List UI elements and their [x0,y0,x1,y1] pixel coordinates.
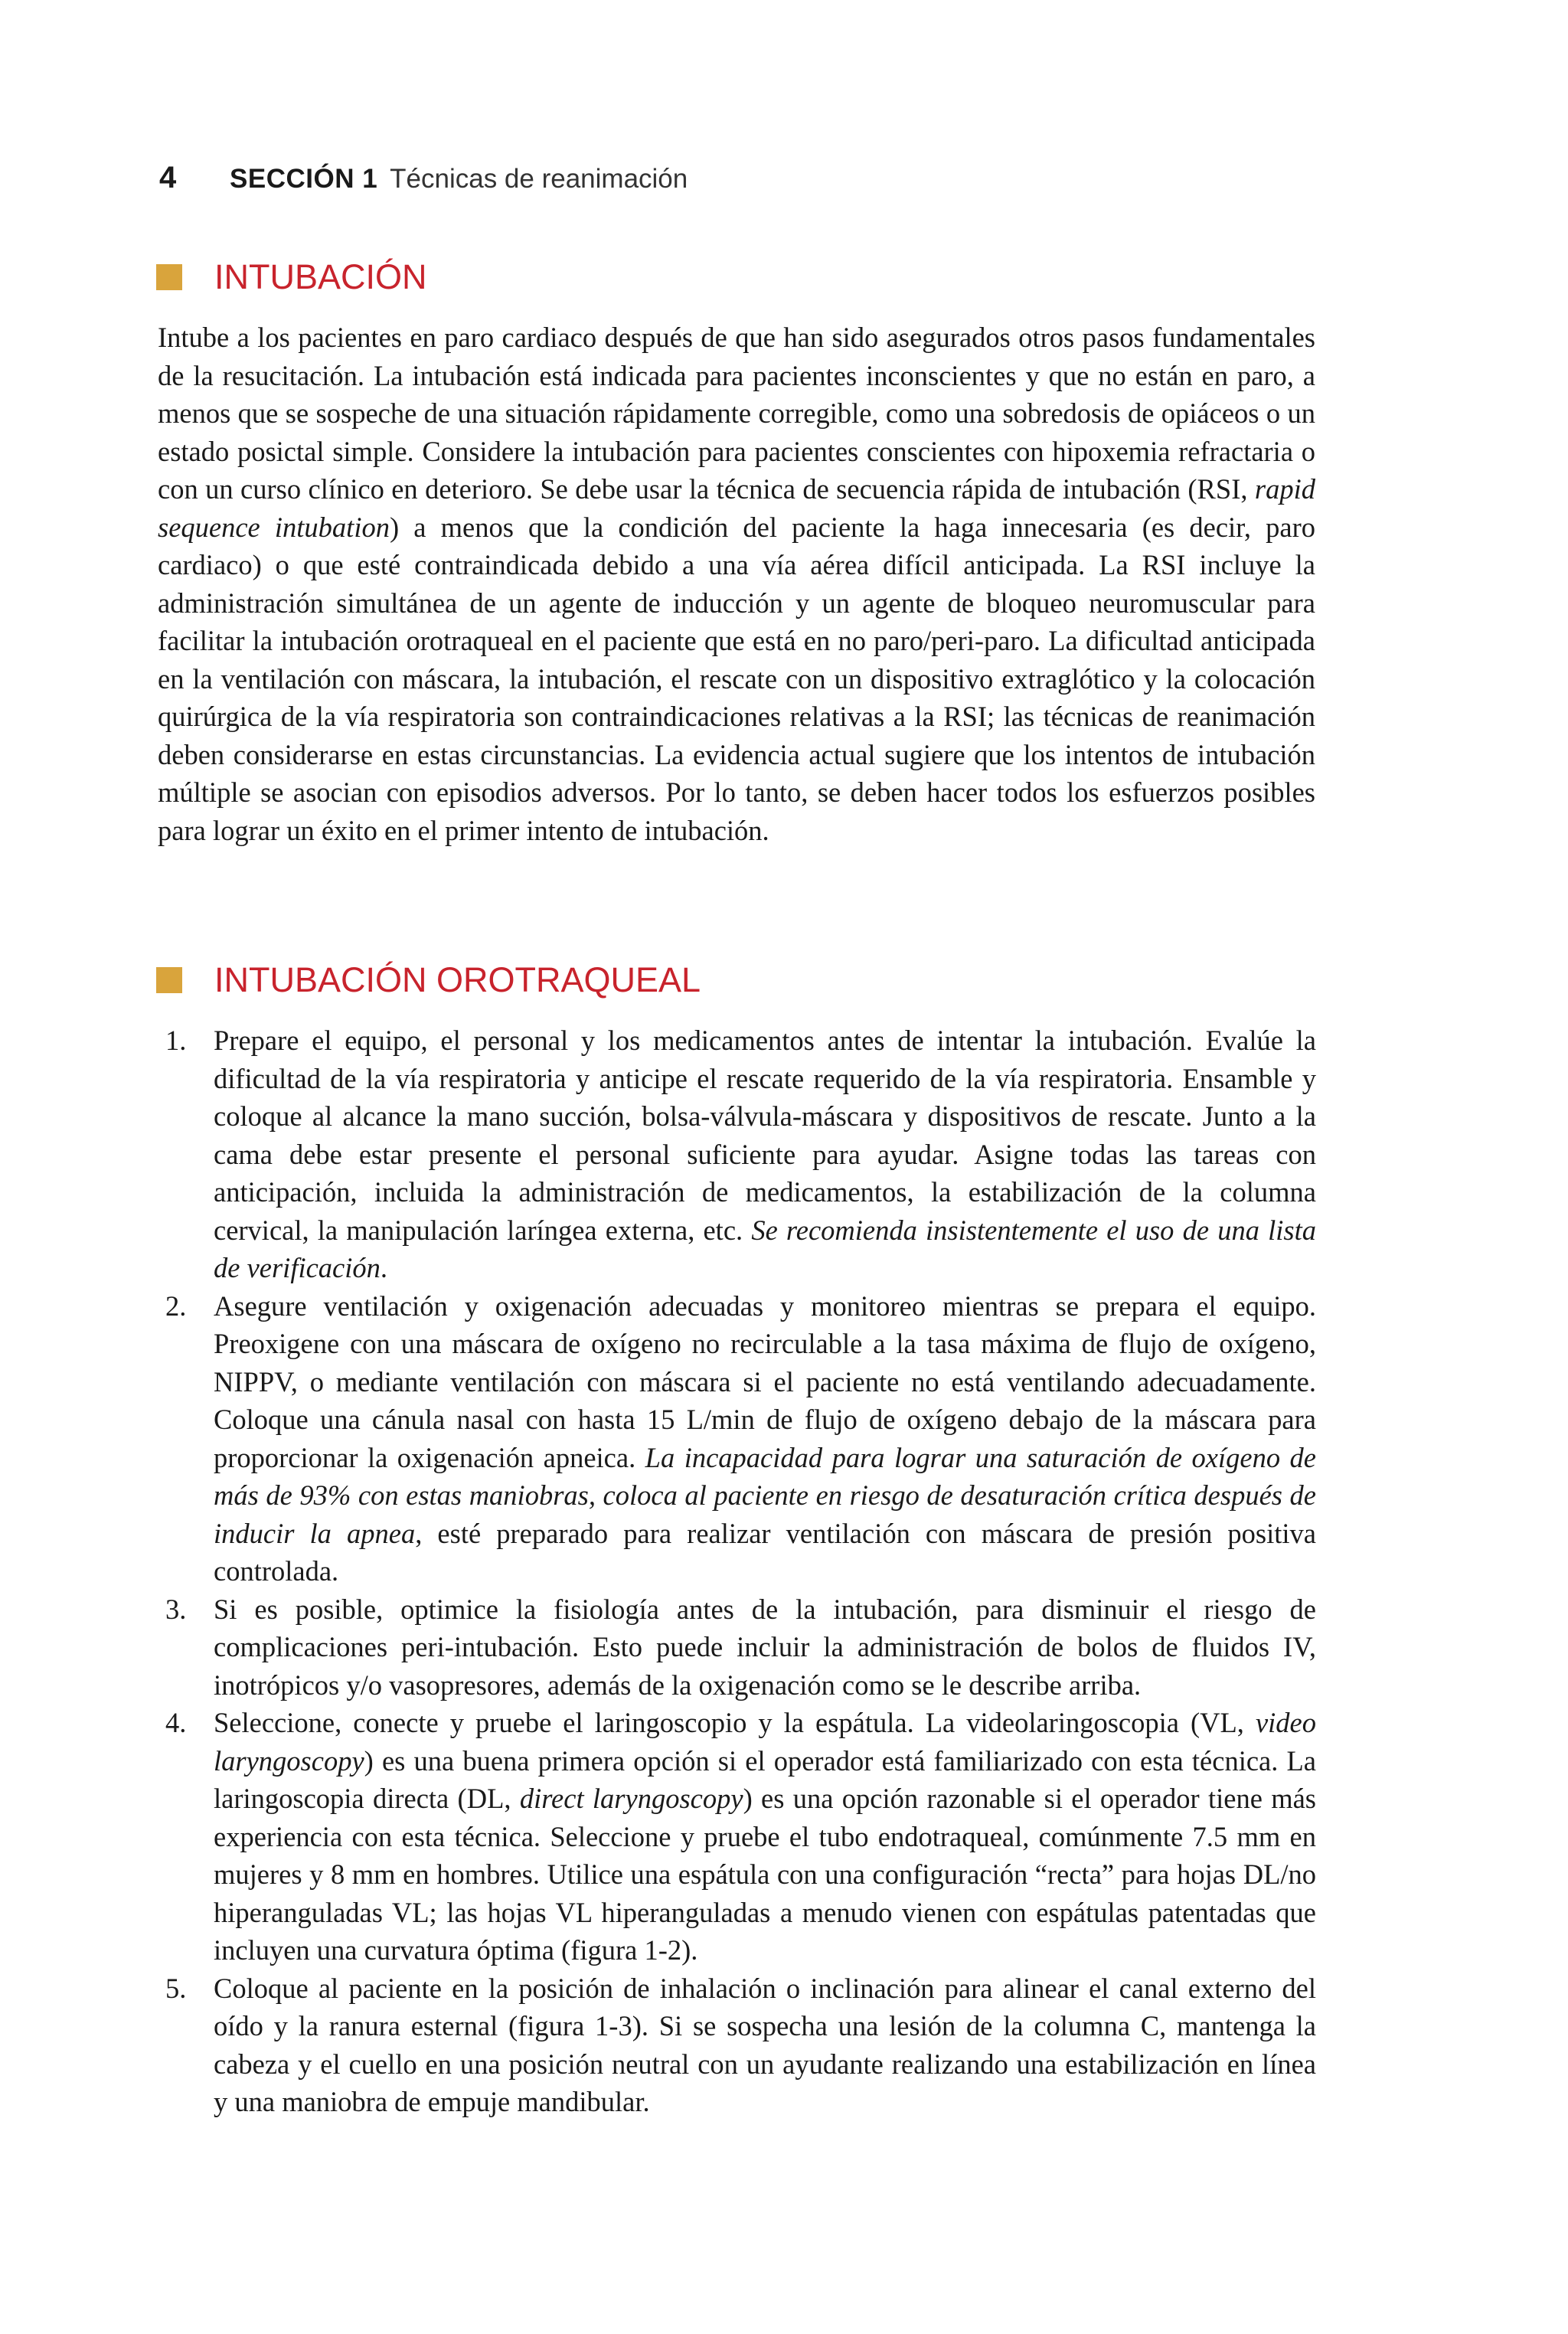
heading-text: INTUBACIÓN OROTRAQUEAL [214,960,701,999]
step-number: 4. [165,1707,187,1738]
step-number: 5. [165,1972,187,2004]
heading-text: INTUBACIÓN [214,257,427,296]
list-item [161,1590,1316,1705]
step-text: ) es una buena primera opción si el operador está familiarizado con esta técnica. La laringoscopia directa (DL, [214,1744,1316,1814]
section-title: Técnicas de reanimación [390,164,688,194]
step-text: Si es posible, optimice la fisiología antes de la intubación, para disminuir el riesgo de complicaciones peri-intubación. Esto puede incluir la administración de bolos de fluidos IV, inotrópicos y/o vasopresores, además de la oxigenación como se le describe arriba. [214,1593,1316,1701]
running-head [159,161,688,195]
page-number: 4 [159,161,177,194]
paragraph-text: ) a menos que la condición del paciente la haga innecesaria (es decir, paro cardiaco) o que esté contraindicada debido a una vía aérea difícil anticipada. La RSI incluye la administración simultánea de un agente de inducción y un agente de bloqueo neuromuscular para facilitar la intubación orotraqueal en el paciente que está en no paro/peri-paro. La dificultad anticipada en la ventilación con máscara, la intubación, el rescate con un dispositivo extraglótico y la colocación quirúrgica de la vía respiratoria son contraindicaciones relativas a la RSI; las técnicas de reanimación deben considerarse en estas circunstancias. La evidencia actual sugiere que los intentos de intubación múltiple se asocian con episodios adversos. Por lo tanto, se deben hacer todos los esfuerzos posibles para lograr un éxito en el primer intento de intubación. [158,511,1315,846]
step-italic-text: Se recomienda insistentemente el uso de una lista de verificación [214,1214,1316,1283]
paragraph-italic-term: rapid sequence intubation [158,473,1315,543]
step-number: 2. [165,1290,187,1322]
step-italic-text: video laryngoscopy [214,1707,1316,1777]
step-text: Coloque al paciente en la posición de inhalación o inclinación para alinear el canal externo del oído y la ranura esternal (figura 1-3). Si se sospecha una lesión de la columna C, mantenga la cabeza y el cuello en una posición neutral con un ayudante realizando una estabilización en línea y una maniobra de empuje mandibular. [214,1972,1316,2117]
orotraqueal-steps-list [161,1022,1316,2121]
list-item [161,1287,1316,1590]
step-text: , esté preparado para realizar ventilación con máscara de presión positiva controlada. [214,1517,1316,1587]
step-italic-text: La incapacidad para lograr una saturación de oxígeno de más de 93% con estas maniobras, coloca al paciente en riesgo de desaturación crítica después de inducir la apnea [214,1441,1316,1549]
section-label: SECCIÓN 1 [230,164,378,194]
list-item [161,1022,1316,1287]
step-number: 1. [165,1025,187,1056]
list-item [161,1704,1316,1970]
section-heading-orotraqueal [156,960,701,1000]
heading-square-icon [156,264,182,290]
step-text: ) es una opción razonable si el operador tiene más experiencia con esta técnica. Seleccione y pruebe el tubo endotraqueal, comúnmente 7.5 mm en mujeres y 8 mm en hombres. Utilice una espátula con una configuración “recta” para hojas DL/no hiperanguladas VL; las hojas VL hiperanguladas a menudo vienen con espátulas patentadas que incluyen una curvatura óptima (figura 1-2). [214,1783,1317,1966]
step-number: 3. [165,1593,187,1625]
section-heading-intubacion [156,257,427,297]
paragraph-text: Intube a los pacientes en paro cardiaco después de que han sido asegurados otros pasos fundamentales de la resucitación. La intubación está indicada para pacientes inconscientes y que no están en paro, a menos que se sospeche de una situación rápidamente corregible, como una sobredosis de opiáceos o un estado posictal simple. Considere la intubación para pacientes conscientes con hipoxemia refractaria o con un curso clínico en deterioro. Se debe usar la técnica de secuencia rápida de intubación (RSI, [158,322,1315,505]
list-item [161,1970,1316,2121]
step-text: Seleccione, conecte y pruebe el laringoscopio y la espátula. La videolaringoscopia (VL, [214,1707,1256,1738]
step-text: Asegure ventilación y oxigenación adecuadas y monitoreo mientras se prepara el equipo. Preoxigene con una máscara de oxígeno no recirculable a la tasa máxima de flujo de oxígeno, NIPPV, o mediante ventilación con máscara si el paciente no está ventilando adecuadamente. Coloque una cánula nasal con hasta 15 L/min de flujo de oxígeno debajo de la máscara para proporcionar la oxigenación apneica. [214,1290,1316,1473]
step-text: Prepare el equipo, el personal y los medicamentos antes de intentar la intubación. Evalúe la dificultad de la vía respiratoria y anticipe el rescate requerido de la vía respiratoria. Ensamble y coloque al alcance la mano succión, bolsa-válvula-máscara y dispositivos de rescate. Junto a la cama debe estar presente el personal suficiente para ayudar. Asigne todas las tareas con anticipación, incluida la administración de medicamentos, la estabilización de la columna cervical, la manipulación laríngea externa, etc. [214,1025,1316,1246]
step-italic-text: direct laryngoscopy [519,1783,743,1814]
paragraph [158,319,1315,849]
intubacion-paragraph [158,319,1315,849]
heading-square-icon [156,967,182,993]
step-text: . [380,1252,388,1283]
